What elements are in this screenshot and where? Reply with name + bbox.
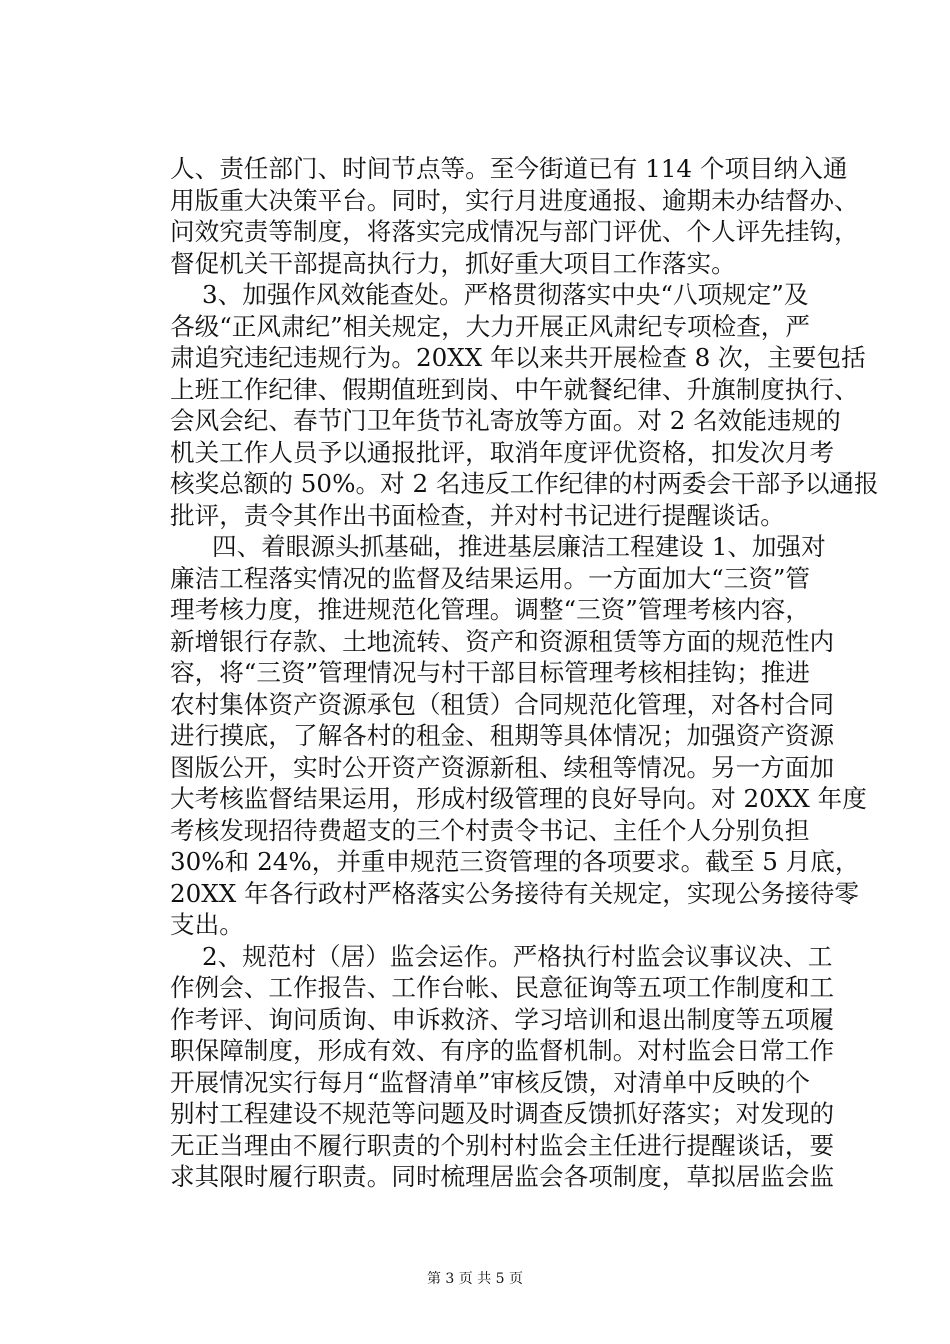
document-body (170, 153, 879, 1193)
text-line: 20XX 年各行政村严格落实公务接待有关规定，实现公务接待零 (170, 878, 859, 908)
text-line: 农村集体资产资源承包（租赁）合同规范化管理，对各村合同 (170, 689, 835, 719)
text-line: 各级“正风肃纪”相关规定，大力开展正风肃纪专项检查，严 (170, 311, 810, 341)
text-line: 无正当理由不履行职责的个别村村监会主任进行提醒谈话，要 (170, 1130, 835, 1160)
text-line: 核奖总额的 50%。对 2 名违反工作纪律的村两委会干部予以通报 (170, 469, 879, 498)
text-line: 3、加强作风效能查处。严格贯彻落实中央“八项规定”及 (202, 280, 809, 309)
text-line: 作例会、工作报告、工作台帐、民意征询等五项工作制度和工 (170, 973, 835, 1002)
text-line: 容，将“三资”管理情况与村干部目标管理考核相挂钩；推进 (170, 658, 810, 687)
text-line: 别村工程建设不规范等问题及时调查反馈抓好落实；对发现的 (170, 1099, 835, 1128)
text-line: 上班工作纪律、假期值班到岗、中午就餐纪律、升旗制度执行、 (170, 374, 859, 404)
text-line: 图版公开，实时公开资产资源新租、续租等情况。另一方面加 (170, 752, 835, 782)
text-line: 2、规范村（居）监会运作。严格执行村监会议事议决、工 (202, 941, 833, 971)
text-line: 大考核监督结果运用，形成村级管理的良好导向。对 20XX 年度 (170, 784, 867, 813)
text-line: 支出。 (170, 910, 244, 939)
text-line: 求其限时履行职责。同时梳理居监会各项制度，草拟居监会监 (170, 1162, 835, 1191)
text-line: 肃追究违纪违规行为。20XX 年以来共开展检查 8 次，主要包括 (170, 343, 866, 372)
text-line: 批评，责令其作出书面检查，并对村书记进行提醒谈话。 (170, 500, 785, 530)
text-line: 30%和 24%，并重申规范三资管理的各项要求。截至 5 月底， (170, 847, 860, 876)
text-line: 用版重大决策平台。同时，实行月进度通报、逾期未办结督办、 (170, 185, 859, 215)
text-line: 四、着眼源头抓基础，推进基层廉洁工程建设 1、加强对 (212, 532, 826, 561)
text-line: 会风会纪、春节门卫年货节礼寄放等方面。对 2 名效能违规的 (170, 406, 841, 435)
text-line: 新增银行存款、土地流转、资产和资源租赁等方面的规范性内 (170, 626, 835, 656)
text-line: 进行摸底，了解各村的租金、租期等具体情况；加强资产资源 (170, 721, 835, 750)
text-line: 理考核力度，推进规范化管理。调整“三资”管理考核内容， (170, 595, 810, 624)
text-line: 作考评、询问质询、申诉救济、学习培训和退出制度等五项履 (170, 1004, 835, 1034)
text-line: 问效究责等制度，将落实完成情况与部门评优、个人评先挂钩， (170, 217, 859, 246)
text-line: 考核发现招待费超支的三个村责令书记、主任个人分别负担 (170, 815, 810, 845)
text-line: 督促机关干部提高执行力，抓好重大项目工作落实。 (170, 248, 736, 278)
text-line: 廉洁工程落实情况的监督及结果运用。一方面加大“三资”管 (170, 563, 810, 593)
page-number-footer: 第 3 页 共 5 页 (426, 1271, 524, 1287)
text-line: 开展情况实行每月“监督清单”审核反馈，对清单中反映的个 (170, 1067, 810, 1097)
text-line: 人、责任部门、时间节点等。至今街道已有 114 个项目纳入通 (170, 154, 848, 183)
text-line: 职保障制度，形成有效、有序的监督机制。对村监会日常工作 (170, 1036, 835, 1065)
text-line: 机关工作人员予以通报批评，取消年度评优资格，扣发次月考 (170, 437, 835, 467)
